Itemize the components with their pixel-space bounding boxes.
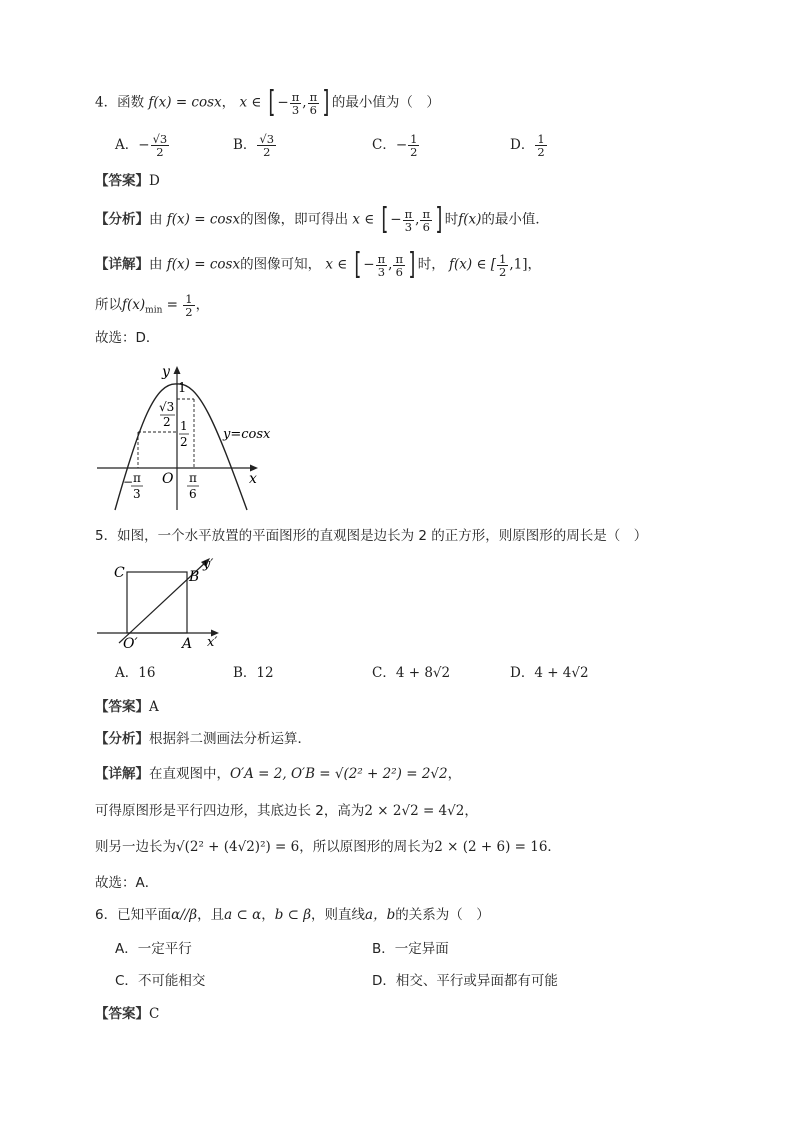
label-sqrt3: √3	[159, 400, 175, 414]
label-half-num: 1	[180, 419, 188, 433]
label-yprime: y′	[203, 557, 214, 572]
origin-label: O	[162, 471, 174, 487]
tick-pi6-num: π	[189, 471, 197, 485]
q4-so: 所以$f(x)_{min}$ = $\frac{1}{2}$ ，	[95, 292, 210, 319]
y-axis-label: y	[162, 364, 170, 380]
q4-option-a[interactable]: A．− $\frac{√3}{2}$	[115, 132, 168, 159]
label-Oprime: O′	[123, 636, 138, 652]
q5-option-d[interactable]: D．4 + 4√2	[510, 665, 589, 681]
label-B: B	[189, 569, 200, 585]
tick-neg-pi3-sign: −	[123, 475, 134, 489]
label-one: 1	[178, 381, 187, 396]
q5-option-c[interactable]: C．4 + 8√2	[372, 665, 451, 681]
q4-answer: 【答案】D	[95, 173, 160, 189]
q6-answer: 【答案】C	[95, 1006, 160, 1022]
q6-option-b[interactable]: B．一定异面	[372, 941, 449, 957]
q4-option-d[interactable]: D． $\frac{1}{2}$	[510, 132, 545, 159]
square	[127, 572, 187, 633]
q5-option-b[interactable]: B．12	[233, 665, 274, 681]
q4-detail: 【详解】由 f(x) = cosx的图像可知， x ∈ [ − $\frac{\pi}{3}$ , $\frac{\pi}{6}$ ] 时， f(x) ∈ [ $\frac{1}{2}$ ,1]，	[95, 247, 542, 282]
q4-choice: 故选：D．	[95, 330, 160, 346]
q5-line2: 可得原图形是平行四边形，其底边长 2，高为2 × 2√2 = 4√2，	[95, 803, 478, 819]
cosine-graph	[95, 362, 295, 512]
label-xprime: x′	[207, 635, 218, 650]
label-C: C	[114, 565, 125, 581]
q5-option-a[interactable]: A．16	[115, 665, 156, 681]
q5-answer: 【答案】A	[95, 699, 159, 715]
tick-pi6-den: 6	[189, 487, 197, 501]
curve-label: y=cosx	[223, 427, 271, 442]
q5-detail: 【详解】在直观图中，O′A = 2, O′B = √(2² + 2²) = 2√2，	[95, 766, 462, 782]
q6-option-a[interactable]: A．一定平行	[115, 941, 192, 957]
label-sqrt3-den: 2	[163, 415, 171, 429]
q5-analysis: 【分析】根据斜二测画法分析运算．	[95, 731, 311, 747]
q4-option-c[interactable]: C．− $\frac{1}{2}$	[372, 132, 418, 159]
q4-option-b[interactable]: B． $\frac{√3}{2}$	[233, 132, 275, 159]
q5-line3: 则另一边长为√(2² + (4√2)²) = 6，所以原图形的周长为2 × (2 + 6) = 16．	[95, 839, 561, 855]
q6-option-d[interactable]: D．相交、平行或异面都有可能	[372, 973, 558, 989]
y-axis-arrow	[174, 366, 181, 374]
q6-stem: 6．已知平面α//β，且a ⊂ α，b ⊂ β，则直线a，b的关系为（ ）	[95, 907, 490, 923]
q5-stem: 5．如图，一个水平放置的平面图形的直观图是边长为 2 的正方形，则原图形的周长是（ ）	[95, 528, 648, 544]
q5-square-figure	[95, 557, 235, 652]
label-A: A	[182, 636, 193, 652]
q4-analysis: 【分析】由 f(x) = cosx的图像，即可得出 x ∈ [ − $\frac{\pi}{3}$ , $\frac{\pi}{6}$ ] 时f(x)的最小值．	[95, 202, 549, 237]
q4-stem: 4．函数 f(x) = cosx， x ∈ [ − $\frac{\pi}{3}$ , $\frac{\pi}{6}$ ] 的最小值为（ ）	[95, 85, 440, 120]
tick-neg-pi3-num: π	[133, 471, 141, 485]
x-axis-label: x	[249, 471, 257, 487]
q5-choice: 故选：A．	[95, 875, 159, 891]
q6-option-c[interactable]: C．不可能相交	[115, 973, 206, 989]
tick-neg-pi3-den: 3	[133, 487, 141, 501]
label-half-den: 2	[180, 435, 188, 449]
